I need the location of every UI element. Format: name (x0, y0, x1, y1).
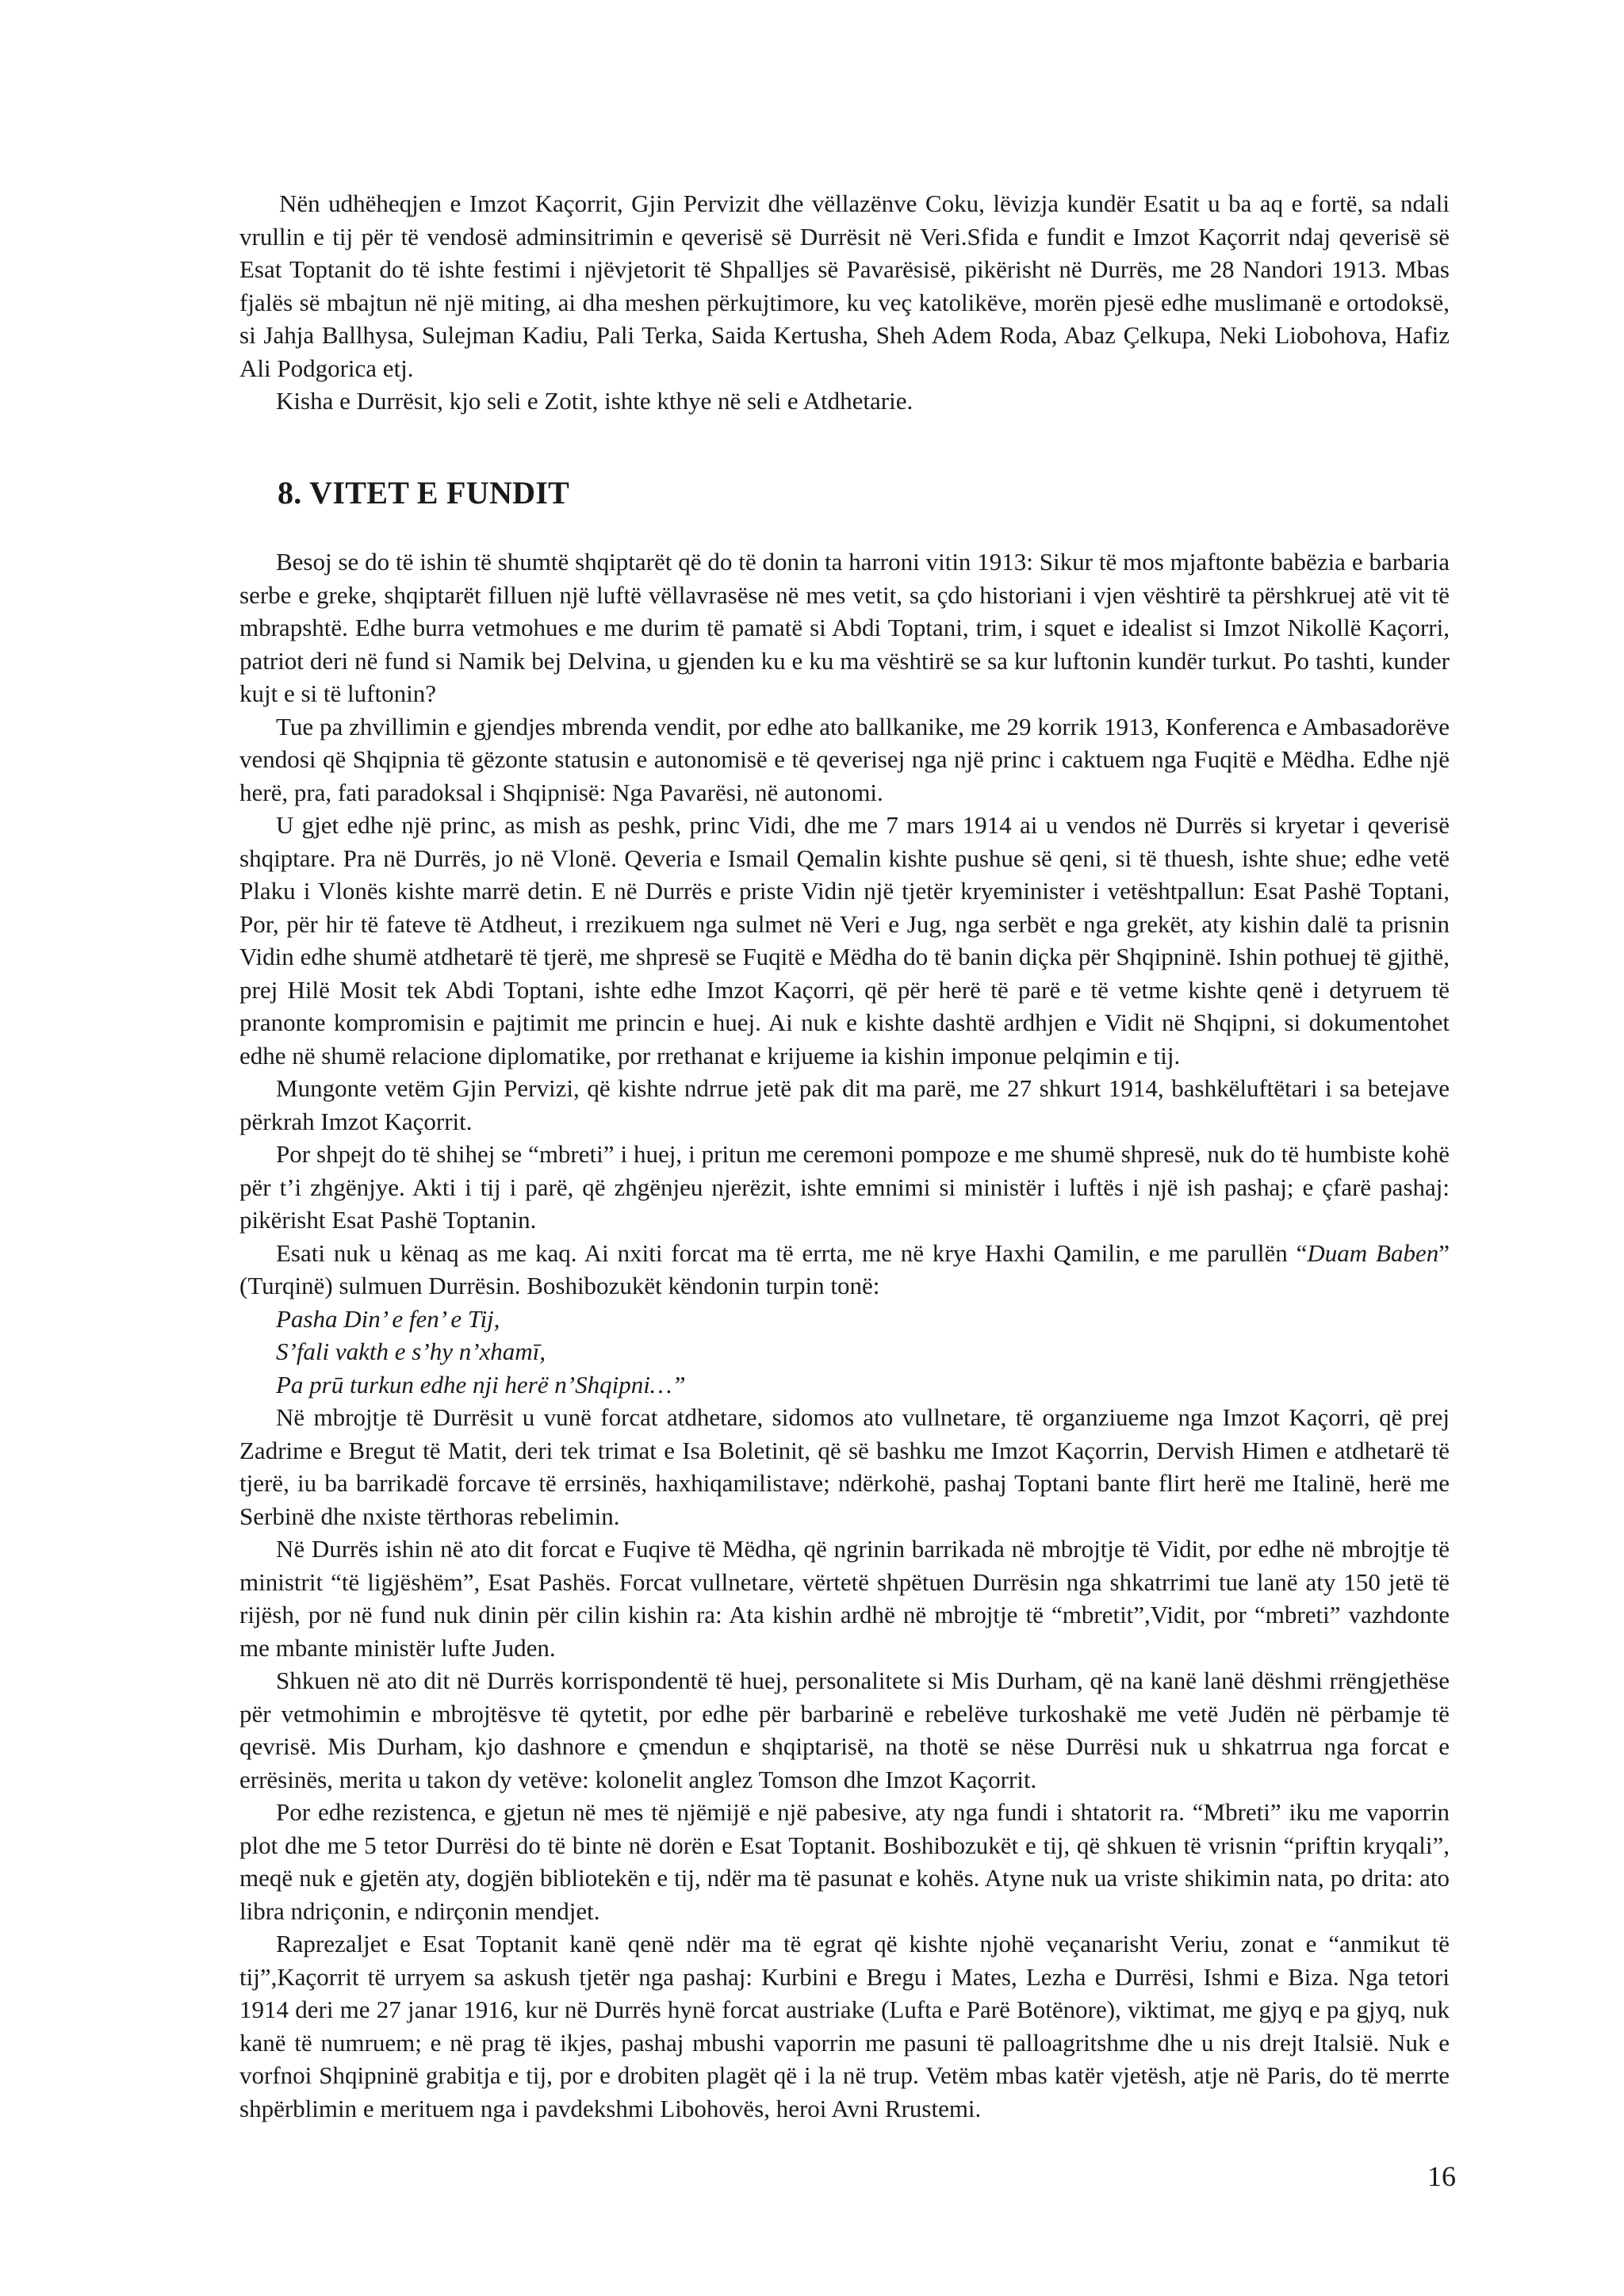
verse-line: S’fali vakth e s’hy n’xhamī, (276, 1337, 546, 1365)
body-paragraph: Mungonte vetëm Gjin Pervizi, që kishte ndrrue jetë pak dit ma parë, me 27 shkurt 1914, bashkëluftëtari i sa betejave përkrah Imzot Kaçorrit. (239, 1074, 1450, 1135)
body-paragraph (239, 1237, 1450, 1303)
body-paragraph: Tue pa zhvillimin e gjendjes mbrenda vendit, por edhe ato ballkanike, me 29 korrik 1913, Konferenca e Ambasadorëve vendosi që Shqipnia të gëzonte statusin e autonomisë e të qeverisej nga një princ i caktuem nga Fuqitë e Mëdha. Edhe një herë, pra, fati paradoksal i Shqipnisë: Nga Pavarësi, në autonomi. (239, 712, 1450, 806)
text-run: ” (Turqinë) sulmuen Durrësin. Boshibozukët këndonin turpin tonë: (239, 1238, 1450, 1299)
body-paragraph: Besoj se do të ishin të shumtë shqiptarët që do të donin ta harroni vitin 1913: Sikur të mos mjaftonte babëzia e barbaria serbe e greke, shqiptarët filluen një luftë vëllavrasëse në mes vetit, sa çdo historiani i vjen vështirë ta përshkruej atë vit të mbrapshtë. Edhe burra vetmohues e me durim të pamatë si Abdi Toptani, trim, i squet e idealist si Imzot Nikollë Kaçorri, patriot deri në fund si Namik bej Delvina, u gjenden ku e ku ma vështirë se sa kur luftonin kundër turkut. Po tashti, kunder kujt e si të luftonin? (239, 548, 1450, 707)
section-body (239, 545, 1450, 2125)
verse-line: Pa prū turkun edhe nji herë n’Shqipni…” (276, 1370, 686, 1399)
body-paragraph: Raprezaljet e Esat Toptanit kanë qenë ndër ma të egrat që kishte njohë veçanarisht Veriu, zonat e “anmikut të tij”,Kaçorrit të urryem sa askush tjetër nga pashaj: Kurbini e Bregu i Mates, Lezha e Durrësi, Ishmi e Biza. Nga tetori 1914 deri me 27 janar 1916, kur në Durrës hynë forcat austriake (Lufta e Parë Botënore), viktimat, me gjyq e pa gjyq, nuk kanë të numruem; e në prag të ikjes, pashaj mbushi vaporrin me pasuni të palloagritshme dhe u nis drejt Italsië. Nuk e vorfnoi Shqipninë grabitja e tij, por e drobiten plagët që i la në trup. Vetëm mbas katër vjetësh, atje në Paris, do të merrte shpërblimin e merituem nga i pavdekshmi Libohovës, heroi Avni Rrustemi. (239, 1930, 1450, 2122)
body-paragraph: U gjet edhe një princ, as mish as peshk, princ Vidi, dhe me 7 mars 1914 ai u vendos në Durrës si kryetar i qeverisë shqiptare. Pra në Durrës, jo në Vlonë. Qeveria e Ismail Qemalin kishte pushue së qeni, si të thuesh, ishte shue; edhe vetë Plaku i Vlonës kishte marrë detin. E në Durrës e priste Vidin një tjetër kryeminister i vetështpallun: Esat Pashë Toptani, Por, për hir të fateve të Atdheut, i rrezikuem nga sulmet në Veri e Jug, nga serbët e nga grekët, aty kishin dalë ta prisnin Vidin edhe shumë atdhetarë të tjerë, me shpresë se Fuqitë e Mëdha do të banin diçka për Shqipninë. Ishin pothuej të gjithë, prej Hilë Mosit tek Abdi Toptani, ishte edhe Imzot Kaçorri, që për herë të parë e të vetme kishte qenë i detyruem të pranonte kompromisin e pajtimit me princin e huej. Ai nuk e kishte dashtë ardhjen e Vidit në Shqipni, si dokumentohet edhe në shumë relacione diplomatike, por rrethanat e krijueme ia kishin imponue pelqimin e tij. (239, 811, 1450, 1070)
italic-text: Baben (1376, 1238, 1439, 1267)
text-run: Esati nuk u kënaq as me kaq. Ai nxiti forcat ma të errta, me në krye Haxhi Qamilin, e me parullën “ (276, 1238, 1308, 1267)
italic-text: Duam (1307, 1238, 1368, 1267)
intro-paragraph: Nën udhëheqjen e Imzot Kaçorrit, Gjin Pervizit dhe vëllazënve Coku, lëvizja kundër Esatit u ba aq e fortë, sa ndali vrullin e tij për të vendosë adminsitrimin e qeverisë së Durrësit në Veri.Sfida e fundit e Imzot Kaçorrit ndaj qeverisë së Esat Toptanit do të ishte festimi i njëvjetorit të Shpalljes së Pavarësisë, pikërisht në Durrës, me 28 Nandori 1913. Mbas fjalës së mbajtun në një miting, ai dha meshen përkujtimore, ku veç katolikëve, morën pjesë edhe muslimanë e ortodoksë, si Jahja Ballhysa, Sulejman Kadiu, Pali Terka, Saida Kertusha, Sheh Adem Roda, Abaz Çelkupa, Neki Liobohova, Hafiz Ali Podgorica etj. (239, 189, 1450, 382)
intro-paragraph: Kisha e Durrësit, kjo seli e Zotit, ishte kthye në seli e Atdhetarie. (276, 387, 914, 415)
page-number: 16 (1427, 2160, 1456, 2192)
intro-text (239, 187, 1450, 418)
verse-line: Pasha Din’ e fen’ e Tij, (276, 1304, 500, 1333)
body-paragraph: Shkuen në ato dit në Durrës korrispondentë të huej, personalitete si Mis Durham, që na kanë lanë dëshmi rrëngjethëse për vetmohimin e mbrojtësve të qytetit, por edhe për barbarinë e rebelëve turkoshakë me vetë Judën në përbamje të qevrisë. Mis Durham, kjo dashnore e çmendun e shqiptarisë, na thotë se nëse Durrësi nuk u shkatrrua nga forcat e errësinës, merita u takon dy vetëve: kolonelit anglez Tomson dhe Imzot Kaçorrit. (239, 1667, 1450, 1793)
section-heading: 8. VITET E FUNDIT (278, 475, 570, 511)
body-paragraph: Por edhe rezistenca, e gjetun në mes të njëmijë e një pabesive, aty nga fundi i shtatorit ra. “Mbreti” iku me vaporrin plot dhe me 5 tetor Durrësi do të binte në dorën e Esat Toptanit. Boshibozukët e tij, që shkuen të vrisnin “priftin kryqali”, meqë nuk e gjetën aty, dogjën bibliotekën e tij, ndër ma të pasunat e kohës. Atyne nuk ua vriste shikimin nata, po drita: ato libra ndriçonin, e ndirçonin mendjet. (239, 1798, 1450, 1925)
body-paragraph: Në Durrës ishin në ato dit forcat e Fuqive të Mëdha, që ngrinin barrikada në mbrojtje të Vidit, por edhe në mbrojtje të ministrit “të ligjëshëm”, Esat Pashës. Forcat vullnetare, vërtetë shpëtuen Durrësin nga shkatrrimi tue lanë aty 150 jetë të rijësh, por në fund nuk dinin për cilin kishin ra: Ata kishin ardhë në mbrojtje të “mbretit”,Vidit, por “mbreti” vazhdonte me mbante ministër lufte Juden. (239, 1535, 1450, 1662)
body-paragraph: Në mbrojtje të Durrësit u vunë forcat atdhetare, sidomos ato vullnetare, të organziueme nga Imzot Kaçorri, që prej Zadrime e Bregut të Matit, deri tek trimat e Isa Boletinit, që së bashku me Imzot Kaçorrin, Dervish Himen e atdhetarë të tjerë, iu ba barrikadë forcave të errsinës, haxhiqamilistave; ndërkohë, pashaj Toptani bante flirt herë me Italinë, herë me Serbinë dhe nxiste tërthoras rebelimin. (239, 1403, 1450, 1530)
body-paragraph: Por shpejt do të shihej se “mbreti” i huej, i pritun me ceremoni pompoze e me shumë shpresë, nuk do të humbiste kohë për t’i zhgënjye. Akti i tij i parë, që zhgënjeu njerëzit, ishte emnimi si ministër i luftës i një ish pashaj; e çfarë pashaj: pikërisht Esat Pashë Toptanin. (239, 1140, 1450, 1234)
